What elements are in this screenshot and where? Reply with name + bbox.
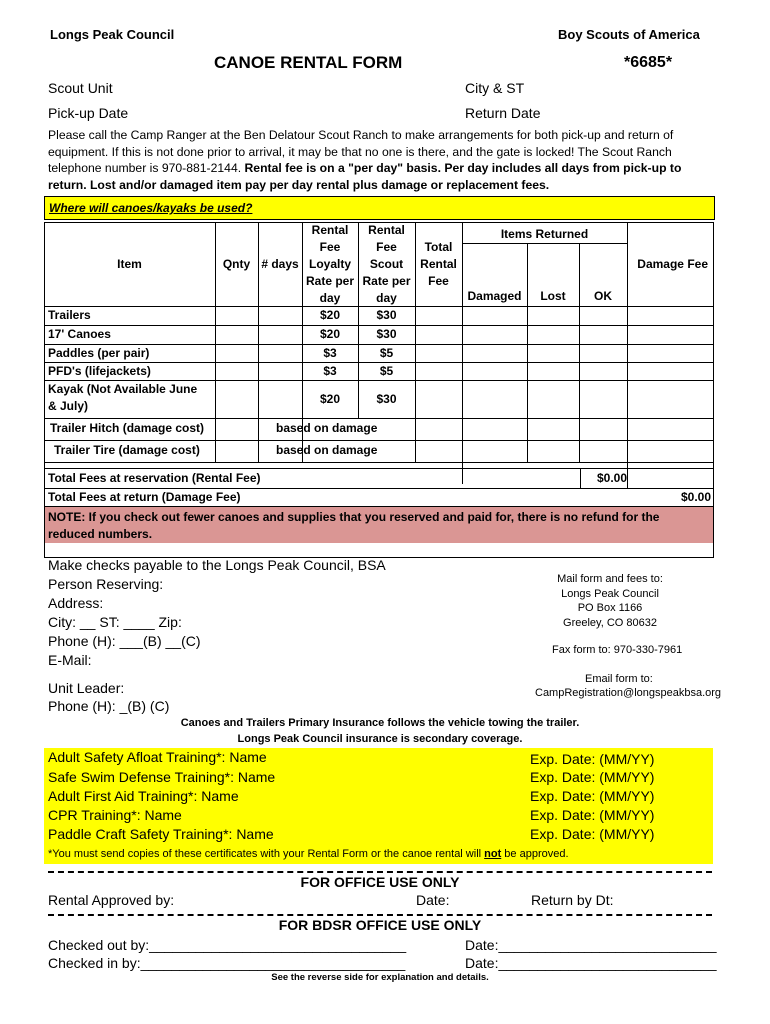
email-field[interactable]: E-Mail: [48,652,92,668]
rental-approved-field[interactable]: Rental Approved by: [48,892,175,908]
row-scout-kayak: $30 [376,392,397,406]
row-item-pfd: PFD's (lifejackets) [48,364,151,378]
col-total-header [415,239,462,290]
row-item-tire: Trailer Tire (damage cost) [54,443,200,457]
unit-leader-field[interactable]: Unit Leader: [48,680,125,696]
loyalty-h-1: Fee [319,240,341,254]
training-exp-4[interactable]: Exp. Date: (MM/YY) [530,807,655,823]
row-loyalty-pfd: $3 [323,364,337,378]
office-use-title: FOR OFFICE USE ONLY [300,874,460,890]
col-scout-header [358,222,415,307]
scout-unit-field[interactable]: Scout Unit [48,80,113,96]
pickup-date-field[interactable]: Pick-up Date [48,105,129,121]
scout-h-3: Rate per [362,274,411,288]
no-refund-note-text: NOTE: If you check out fewer canoes and supplies that you reserved and paid for, there is no refund for the reduced numbers. [48,510,660,541]
scout-h-4: day [376,291,397,305]
fax-number: Fax form to: 970-330-7961 [552,644,683,656]
training-exp-1[interactable]: Exp. Date: (MM/YY) [530,751,655,767]
training-exp-3[interactable]: Exp. Date: (MM/YY) [530,788,655,804]
divider-2 [48,914,712,916]
row-item-paddles: Paddles (per pair) [48,346,150,360]
checked-out-date-field[interactable]: Date:____________________________ [465,937,717,953]
checks-payable: Make checks payable to the Longs Peak Council, BSA [48,557,386,573]
office-date-field[interactable]: Date: [416,892,450,908]
form-number: *6685* [624,54,673,71]
scout-h-2: Scout [369,257,404,271]
mail-block [520,572,700,630]
address-field[interactable]: Address: [48,595,104,611]
col-item-header: Item [117,257,142,271]
mail-line-1: Mail form and fees to: [557,573,663,585]
items-returned-header: Items Returned [500,227,589,241]
col-loyalty-header [302,222,358,307]
scout-h-1: Fee [376,240,397,254]
mail-line-2: Longs Peak Council [561,587,659,600]
row-scout-paddles: $5 [379,346,394,360]
total-reservation-value: $0.00 [596,471,627,485]
row-note-tire: based on damage [276,443,378,457]
org-name: Boy Scouts of America [558,27,700,42]
total-h-1: Rental [420,257,457,271]
return-by-field[interactable]: Return by Dt: [531,892,614,908]
insurance-line-1: Canoes and Trailers Primary Insurance follows the vehicle towing the trailer. [180,717,580,729]
email-form-label: Email form to: [585,673,653,685]
row-note-hitch: based on damage [276,421,378,435]
email-address[interactable]: CampRegistration@longspeakbsa.org [535,687,722,699]
intro-paragraph [48,127,718,193]
total-return-value: $0.00 [680,490,711,504]
total-return-label: Total Fees at return (Damage Fee) [48,490,241,504]
intro-plain: Please call the Camp Ranger at the Ben Delatour Scout Ranch to make arrangements for both pick-up and return of equipment. If this is not done prior to arrival, it may be that no one is there, and the gate is locked! The Scout Ranch telephone number is 970-881-2144. [48,128,674,175]
footnote-pre: *You must send copies of these certificates with your Rental Form or the canoe rental will [48,848,485,860]
return-date-field[interactable]: Return Date [465,105,541,121]
col-qnty-header: Qnty [222,257,251,271]
row-item-canoes: 17' Canoes [48,327,111,341]
loyalty-h-0: Rental [311,223,349,237]
row-item-hitch: Trailer Hitch (damage cost) [50,421,205,435]
unit-leader-phone-field[interactable]: Phone (H): _(B) (C) [48,698,170,714]
row-item-trailers: Trailers [48,308,91,322]
row-loyalty-kayak: $20 [319,392,341,406]
checked-in-field[interactable]: Checked in by:__________________________________ [48,955,406,971]
training-section [44,748,713,864]
footnote-not: not [484,848,502,860]
loyalty-h-2: Loyalty [308,257,351,271]
form-title: CANOE RENTAL FORM [214,53,403,72]
row-scout-canoes: $30 [376,327,397,341]
scout-h-0: Rental [368,223,405,237]
checked-out-field[interactable]: Checked out by:_________________________________ [48,937,407,953]
reverse-side-note: See the reverse side for explanation and details. [271,972,489,983]
loyalty-h-4: day [319,291,341,305]
training-footnote [48,848,569,860]
training-exp-2[interactable]: Exp. Date: (MM/YY) [530,769,655,785]
row-loyalty-canoes: $20 [319,327,341,341]
insurance-line-2: Longs Peak Council insurance is secondary coverage. [237,733,523,745]
intro-bold: Rental fee is on a "per day" basis. Per day includes all days from pick-up to return. Lost and/or damaged item pay per day rental plus damage or replacement fees. [48,161,682,192]
loyalty-h-3: Rate per [305,274,355,288]
person-reserving-field[interactable]: Person Reserving: [48,576,164,592]
city-st-zip-field[interactable]: City: __ ST: ____ Zip: [48,614,182,630]
checked-in-date-field[interactable]: Date:____________________________ [465,955,717,971]
col-damage-fee-header: Damage Fee [637,257,708,271]
col-days-header: # days [261,257,299,271]
no-refund-note [45,507,713,543]
where-used-field[interactable] [44,196,715,220]
training-name-4[interactable]: CPR Training*: Name [48,807,182,823]
footnote-post: be approved. [501,848,569,860]
mail-line-3: PO Box 1166 [577,602,643,614]
training-name-5[interactable]: Paddle Craft Safety Training*: Name [48,826,274,842]
total-reservation-label: Total Fees at reservation (Rental Fee) [48,471,261,485]
row-loyalty-paddles: $3 [323,346,337,360]
col-lost-header: Lost [540,289,566,303]
col-damaged-header: Damaged [467,289,522,303]
total-h-2: Fee [428,274,449,288]
divider-1 [48,871,712,873]
training-name-1[interactable]: Adult Safety Afloat Training*: Name [48,749,267,765]
council-name: Longs Peak Council [50,27,175,42]
col-ok-header: OK [594,289,612,303]
row-scout-pfd: $5 [379,364,394,378]
kayak-line-2: & July) [48,399,89,413]
kayak-line-1: Kayak (Not Available June [48,382,198,396]
training-exp-5[interactable]: Exp. Date: (MM/YY) [530,826,655,842]
bdsr-title: FOR BDSR OFFICE USE ONLY [278,917,482,933]
mail-line-4: Greeley, CO 80632 [563,616,657,629]
training-name-3[interactable]: Adult First Aid Training*: Name [48,788,239,804]
total-h-0: Total [424,240,453,254]
row-loyalty-trailers: $20 [319,308,341,322]
training-name-2[interactable]: Safe Swim Defense Training*: Name [48,769,276,785]
row-scout-trailers: $30 [376,308,397,322]
row-item-kayak [48,381,197,415]
phone-field[interactable]: Phone (H): ___(B) __(C) [48,633,201,649]
city-st-field[interactable]: City & ST [465,80,525,96]
where-used-label: Where will canoes/kayaks be used? [49,201,253,215]
